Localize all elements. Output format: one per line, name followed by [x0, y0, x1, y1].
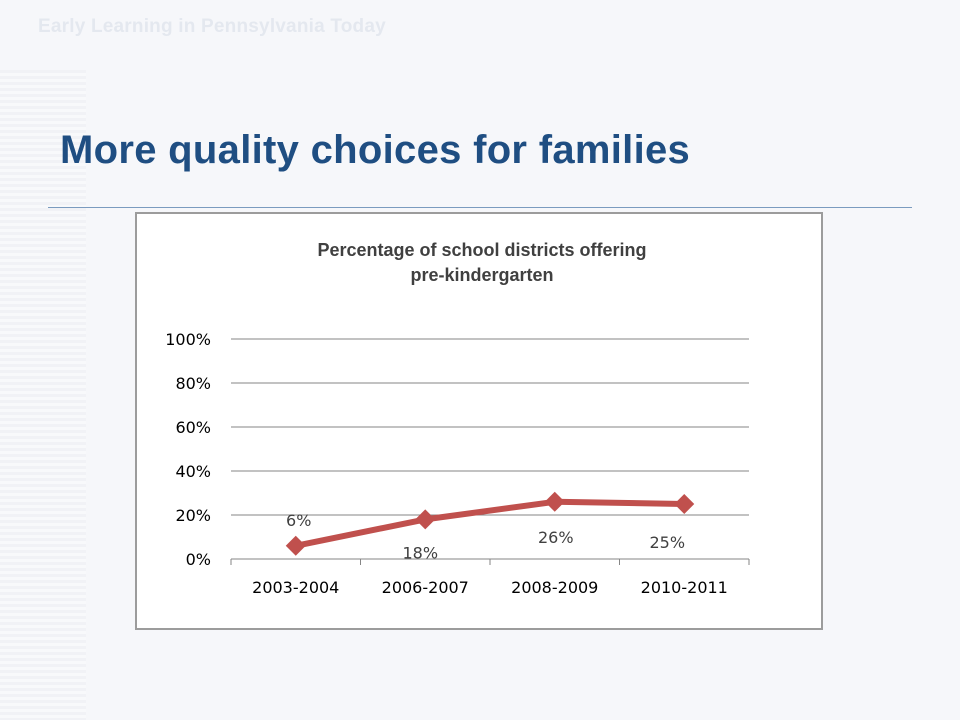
y-tick-label: 0%: [185, 550, 211, 569]
data-label: 6%: [286, 510, 312, 530]
x-axis-ticks: [231, 559, 749, 597]
title-divider: [48, 207, 912, 208]
data-point-marker: [415, 509, 435, 529]
y-tick-label: 60%: [175, 418, 211, 437]
data-label: 18%: [402, 543, 439, 563]
chart-title: [317, 240, 646, 285]
line-chart: [137, 214, 821, 628]
y-axis-ticks: [165, 330, 211, 569]
data-point-marker: [545, 492, 565, 512]
series-line: [296, 502, 685, 546]
series-line-group: [286, 492, 695, 556]
chart-title-line-2: pre-kindergarten: [410, 265, 554, 285]
chart-title-line-1: Percentage of school districts offering: [317, 240, 647, 260]
y-tick-label: 80%: [175, 374, 211, 393]
chart-panel: [135, 212, 823, 630]
slide-title: More quality choices for families: [60, 128, 691, 172]
x-tick-label: 2003-2004: [252, 578, 340, 597]
data-label: 25%: [649, 533, 686, 552]
y-tick-label: 20%: [175, 506, 211, 525]
data-point-marker: [286, 536, 306, 556]
presentation-header: Early Learning in Pennsylvania Today: [38, 16, 386, 37]
y-tick-label: 100%: [165, 330, 211, 349]
x-tick-label: 2008-2009: [511, 578, 599, 597]
x-tick-label: 2010-2011: [640, 578, 728, 597]
data-point-marker: [674, 494, 694, 514]
x-tick-label: 2006-2007: [381, 578, 469, 597]
data-label: 26%: [537, 527, 574, 547]
y-tick-label: 40%: [175, 462, 211, 481]
